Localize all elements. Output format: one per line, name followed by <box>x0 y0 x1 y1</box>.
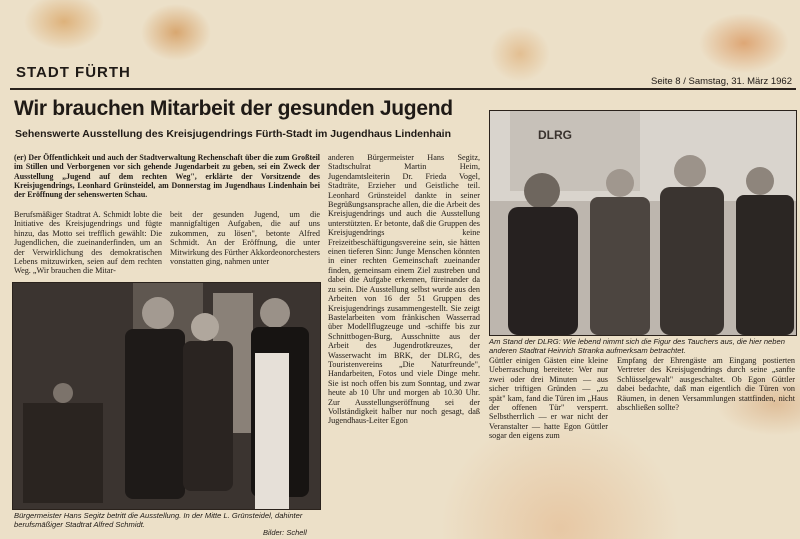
article-column-1a: Berufsmäßiger Stadtrat A. Schmidt lobte die Initiative des Kreisjugendrings und fügte hinzu, das Motto sei trefflich gewählt: Die Jugendlichen, die zueinanderfinden, um an der Verwirklichung des demokratischen Lebens mitzuwirken, seien auf dem rechten Weg. „Wir brauchen die Mitar- <box>14 210 162 276</box>
masthead: STADT FÜRTH <box>16 64 131 81</box>
photo-caption-2: Am Stand der DLRG: Wie lebend nimmt sich die Figur des Tauchers aus, die hier neben anderen Stadtrat Heinrich Stranka aufmerksam betrachtet. <box>489 337 785 355</box>
photo-mayor-entering <box>12 282 321 510</box>
article-column-2: anderen Bürgermeister Hans Segitz, Stadtschulrat Martin Heim, Jugendamtsleiterin Dr. Frieda Vogel, Stadträte, Erzieher und Geistliche teil. Leonhard Grünsteidel dankte in seiner Begrüßungsansprache allen, die die Arbeit des Kreisjugendrings und auch die Ausstellung unterstützten. Er betonte, daß die Gruppen des Kreisjugendrings keine Freizeitbeschäftigungsvereine sein, sie hätten einen tieferen Sinn: Junge Menschen könnten in einer rechten Gemeinschaft zueinander finden, gemeinsam einem Ziel zustreben und dabei die Aufgabe erkennen, füreinander da zu sein. Die Ausstellung selbst wurde aus den Arbeiten von 16 der 51 Gruppen des Kreisjugendrings zusammengestellt. Sie zeigt Bastelarbeiten vom fränkischen Wasserrad über Modellflugzeuge und -schiffe bis zur Schnittbogen-Burg, Ausschnitte aus der Arbeit des Jugendrotkreuzes, der Wasserwacht im BRK, der DLRG, des Touristenvereins „Die Naturfreunde", Handarbeiten, Fotos und viele Dinge mehr. Sie ist noch offen bis zum Sonntag, und zwar heute ab 10 Uhr und morgen ab 10.30 Uhr. Zur Ausstellungseröffnung sei der Vollständigkeit halber nur noch gesagt, daß Jugendhaus-Leiter Egon <box>328 153 480 426</box>
article-column-3: Güttler einigen Gästen eine kleine Ueberraschung bereitete: Wer nur zwei oder drei Minuten — aus sicher triftigen Gründen — „zu spät" kam, fand die Türen im „Haus der offenen Tür" versperrt. Selbstherrlich — er war nicht der Veranstalter — hatte Egon Güttler sogar den eigens zum <box>489 356 608 441</box>
photo-credit: Bilder: Schell <box>263 528 307 537</box>
dlrg-sign: DLRG <box>538 128 572 142</box>
photo-people-illustration <box>13 283 320 509</box>
article-column-4: Empfang der Ehrengäste am Eingang postierten Vertreter des Kreisjugendrings durch seine „sanfte Schlüsselgewalt" ausgeschaltet. Ob Egon Güttler dabei bedachte, daß man eigentlich die Türen von Räumen, in denen Versammlungen stattfinden, nicht abschließen sollte? <box>617 356 795 413</box>
article-column-1b: beit der gesunden Jugend, um die mannigfaltigen Aufgaben, die auf uns zukommen, zu lösen", betonte Alfred Schmidt. An der Eröffnung, die unter Mitwirkung des Fürther Akkordeonorchesters vonstatten ging, nahmen unter <box>170 210 320 267</box>
photo-caption-1: Bürgermeister Hans Segitz betritt die Ausstellung. In der Mitte L. Grünsteidel, dahinter berufsmäßiger Stadtrat Alfred Schmidt. <box>14 511 303 529</box>
photo-dlrg-stand <box>489 110 797 336</box>
dateline: Seite 8 / Samstag, 31. März 1962 <box>651 76 792 87</box>
lead-paragraph: (er) Der Öffentlichkeit und auch der Stadtverwaltung Rechenschaft über die zum Großteil im Stillen und Verborgenen vor sich gehende Jugendarbeit zu geben, sei ein Zweck der Ausstellung „Jugend auf dem rechten Weg", erklärte der Vorsitzende des Kreisjugendrings, Leonhard Grünsteidel, am Donnerstag im Jugendhaus Lindenhain bei der Eröffnung der sehenswerten Schau. <box>14 153 320 200</box>
subheadline: Sehenswerte Ausstellung des Kreisjugendrings Fürth-Stadt im Jugendhaus Lindenhain <box>15 128 452 140</box>
header-rule <box>10 88 796 90</box>
headline: Wir brauchen Mitarbeit der gesunden Jugend <box>14 97 453 120</box>
photo-diver-illustration <box>490 111 796 335</box>
